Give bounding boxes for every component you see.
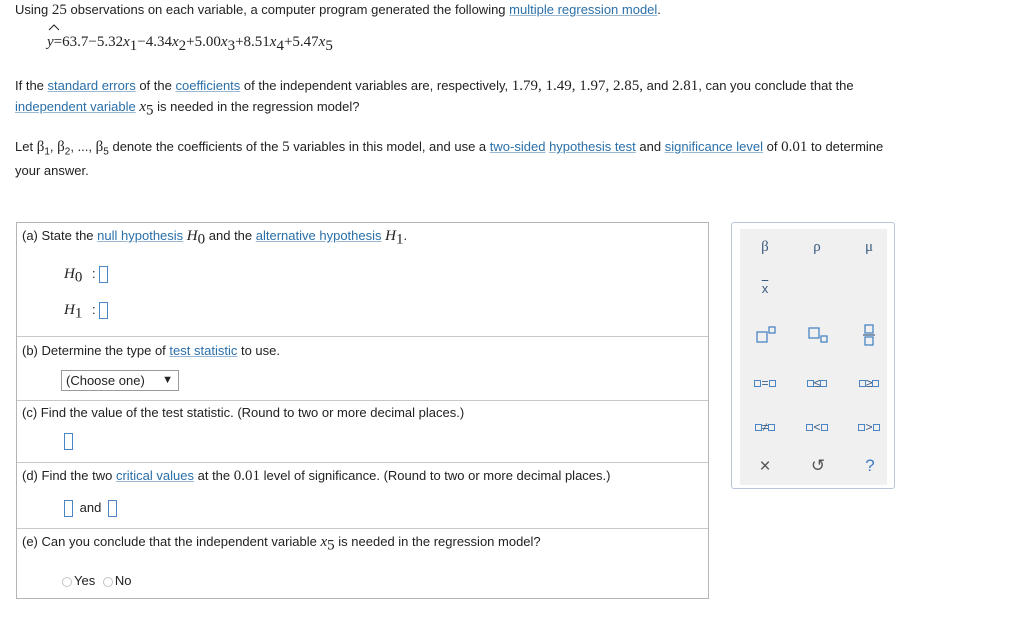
part-c-label: [22, 405, 464, 420]
colon: :: [91, 266, 96, 281]
inst-text: denote the coefficients of the: [112, 139, 279, 154]
equals-icon: =: [761, 376, 769, 390]
inst-text: variables in this model, and use a: [293, 139, 487, 154]
var-x: x: [139, 99, 147, 115]
var-x: x: [320, 534, 328, 550]
h0-sub: 0: [197, 231, 206, 248]
var-sub: 5: [327, 537, 335, 554]
xbar-button[interactable]: [755, 281, 775, 296]
inst-text: Let: [15, 139, 34, 154]
inst-text: your answer.: [15, 163, 89, 178]
divider: [17, 400, 708, 401]
var-count: 5: [282, 139, 290, 155]
le-button[interactable]: [798, 376, 836, 390]
beta-sub: 2: [64, 146, 71, 158]
le-icon: ≤: [813, 376, 821, 390]
undo-icon: ↺: [810, 456, 826, 475]
part-a-text: .: [403, 228, 408, 243]
subscript-button[interactable]: [807, 326, 829, 347]
intro-part: .: [657, 2, 661, 17]
ne-button[interactable]: [746, 420, 784, 434]
link-hypothesis-test[interactable]: hypothesis test: [549, 139, 636, 154]
superscript-button[interactable]: [755, 326, 777, 347]
palette-inner: [740, 229, 887, 485]
rho-button[interactable]: [807, 238, 827, 256]
link-test-statistic[interactable]: test statistic: [169, 343, 238, 358]
regression-equation: [47, 33, 333, 55]
intro-part: observations on each variable, a computer program generated the following: [70, 2, 506, 17]
part-a-label: [22, 228, 407, 249]
q-text: of the: [139, 78, 172, 93]
obs-count: 25: [51, 2, 67, 18]
intro-text: [15, 2, 661, 19]
colon: :: [91, 302, 96, 317]
instructions-line-1: Let $\beta_1$, $\beta_2$, ..., $\beta_5$ denote the coefficients of the 5 variables in this model, and use a two-sided hypothesis test and significance level of 0.01 to determine: [15, 139, 884, 158]
equals-button[interactable]: [746, 376, 784, 390]
eq-var: x: [123, 34, 130, 50]
yes-radio[interactable]: [62, 577, 72, 587]
link-significance-level[interactable]: significance level: [664, 139, 764, 154]
link-null-hypothesis[interactable]: null hypothesis: [97, 228, 184, 243]
critical-value-2-input[interactable]: [108, 500, 117, 517]
intro-part: Using: [15, 2, 49, 17]
fraction-icon: [862, 324, 876, 346]
beta-icon: β: [761, 239, 769, 255]
critical-value-1-input[interactable]: [64, 500, 73, 517]
eq-term: =63.7: [53, 34, 89, 50]
part-c-text: (c) Find the value of the test statistic. (Round to two or more decimal places.): [22, 405, 465, 420]
divider: [17, 462, 708, 463]
xbar-icon: $\overline{x}$: [761, 281, 769, 296]
link-independent-variable[interactable]: independent variable: [15, 99, 136, 114]
h1-sub: 1: [395, 231, 404, 248]
part-e-text: (e) Can you conclude that the independent variable: [22, 534, 317, 549]
beta-symbol: β: [57, 139, 65, 155]
link-coefficients[interactable]: coefficients: [175, 78, 241, 93]
h1-input[interactable]: [99, 302, 108, 319]
inst-text: , ...,: [70, 139, 93, 154]
ne-icon: ≠: [761, 420, 769, 434]
test-statistic-input[interactable]: [64, 433, 73, 450]
eq-var: x: [172, 34, 179, 50]
mu-button[interactable]: [859, 238, 879, 256]
no-radio[interactable]: [103, 577, 113, 587]
link-two-sided[interactable]: two-sided: [489, 139, 546, 154]
inst-text: to determine: [810, 139, 884, 154]
fraction-button[interactable]: [861, 324, 877, 349]
part-d-text: at the: [197, 468, 231, 483]
divider: [17, 528, 708, 529]
part-b-text: to use.: [240, 343, 280, 358]
link-standard-errors[interactable]: standard errors: [47, 78, 136, 93]
hat-icon: [48, 24, 60, 31]
part-d-text: (d) Find the two: [22, 468, 113, 483]
answer-panel: [16, 222, 709, 599]
undo-button[interactable]: [807, 456, 829, 476]
yes-label[interactable]: Yes: [74, 573, 96, 588]
part-b-label: [22, 343, 280, 358]
eq-var: x: [318, 34, 326, 50]
symbol-palette: [731, 222, 895, 489]
gt-button[interactable]: [850, 420, 888, 434]
beta-button[interactable]: [755, 238, 775, 256]
test-statistic-select[interactable]: [61, 370, 179, 391]
beta-symbol: β: [36, 139, 45, 155]
close-icon: ×: [759, 456, 771, 477]
std-error-values: 1.79, 1.49, 1.97, 2.85,: [511, 78, 644, 94]
eq-var: x: [220, 34, 228, 50]
part-a-text: and the: [208, 228, 253, 243]
q-text: If the: [15, 78, 44, 93]
h0-row-symbol: H: [64, 266, 75, 282]
ge-button[interactable]: [850, 376, 888, 390]
h1-row: [64, 302, 108, 323]
clear-button[interactable]: [754, 456, 776, 478]
eq-lhs: y: [47, 34, 54, 50]
q-text: of the independent variables are, respectively,: [243, 78, 509, 93]
eq-var: x: [269, 34, 277, 50]
and-text: and: [79, 500, 102, 515]
eq-term: +5.00: [186, 34, 221, 50]
part-e-label: [22, 534, 541, 555]
link-alternative-hypothesis[interactable]: alternative hypothesis: [255, 228, 382, 243]
eq-sub: 2: [178, 38, 187, 54]
eq-term: +5.47: [283, 34, 319, 50]
lt-icon: <: [813, 420, 821, 434]
subscript-icon: [807, 326, 829, 344]
eq-term: −4.34: [137, 34, 172, 50]
rho-icon: ρ: [813, 239, 821, 255]
h0-input[interactable]: [99, 266, 108, 283]
part-e-text: is needed in the regression model?: [338, 534, 541, 549]
test-statistic-row: [64, 433, 73, 450]
eq-term: +8.51: [235, 34, 270, 50]
critical-values-row: [64, 500, 117, 517]
q-text: is needed in the regression model?: [157, 99, 360, 114]
std-error-last: 2.81: [672, 78, 699, 94]
superscript-icon: [755, 326, 777, 344]
alpha-value: 0.01: [781, 139, 808, 155]
ge-icon: ≥: [865, 376, 873, 390]
no-label[interactable]: No: [114, 573, 132, 588]
alpha-value: 0.01: [233, 468, 261, 484]
link-multiple-regression-model[interactable]: multiple regression model: [509, 2, 658, 17]
q-text: and: [646, 78, 669, 93]
h0-row: [64, 266, 108, 287]
h0-symbol: H: [186, 228, 198, 244]
select-value: (Choose one): [66, 373, 145, 388]
divider: [17, 336, 708, 337]
beta-sub: 1: [44, 146, 50, 158]
q-text: , can you conclude that the: [698, 78, 854, 93]
gt-icon: >: [865, 420, 873, 434]
lt-button[interactable]: [798, 420, 836, 434]
help-icon: ?: [865, 456, 875, 475]
inst-text: and: [639, 139, 662, 154]
conclusion-options: [62, 573, 131, 588]
h1-symbol: H: [385, 228, 396, 244]
h1-row-symbol: H: [64, 302, 75, 318]
part-b-text: (b) Determine the type of: [22, 343, 166, 358]
eq-sub: 3: [227, 38, 236, 54]
beta-symbol: β: [95, 139, 104, 155]
question-line-1: [15, 78, 854, 95]
part-d-label: [22, 468, 610, 485]
eq-sub: 4: [276, 38, 284, 54]
eq-term: −5.32: [88, 34, 124, 50]
h1-row-sub: 1: [74, 305, 83, 322]
part-d-text: level of significance. (Round to two or more decimal places.): [263, 468, 611, 483]
mu-icon: μ: [864, 239, 874, 255]
part-a-text: (a) State the: [22, 228, 94, 243]
link-critical-values[interactable]: critical values: [115, 468, 194, 483]
h0-row-sub: 0: [74, 269, 83, 286]
inst-text: of: [766, 139, 778, 154]
eq-sub: 1: [129, 38, 138, 54]
var-sub: 5: [146, 102, 154, 119]
beta-sub: 5: [103, 146, 109, 158]
instructions-line-2: [15, 163, 89, 178]
help-button[interactable]: [859, 456, 881, 476]
question-line-2: [15, 99, 360, 120]
eq-sub: 5: [325, 38, 333, 54]
chevron-down-icon: ▼: [162, 374, 173, 386]
